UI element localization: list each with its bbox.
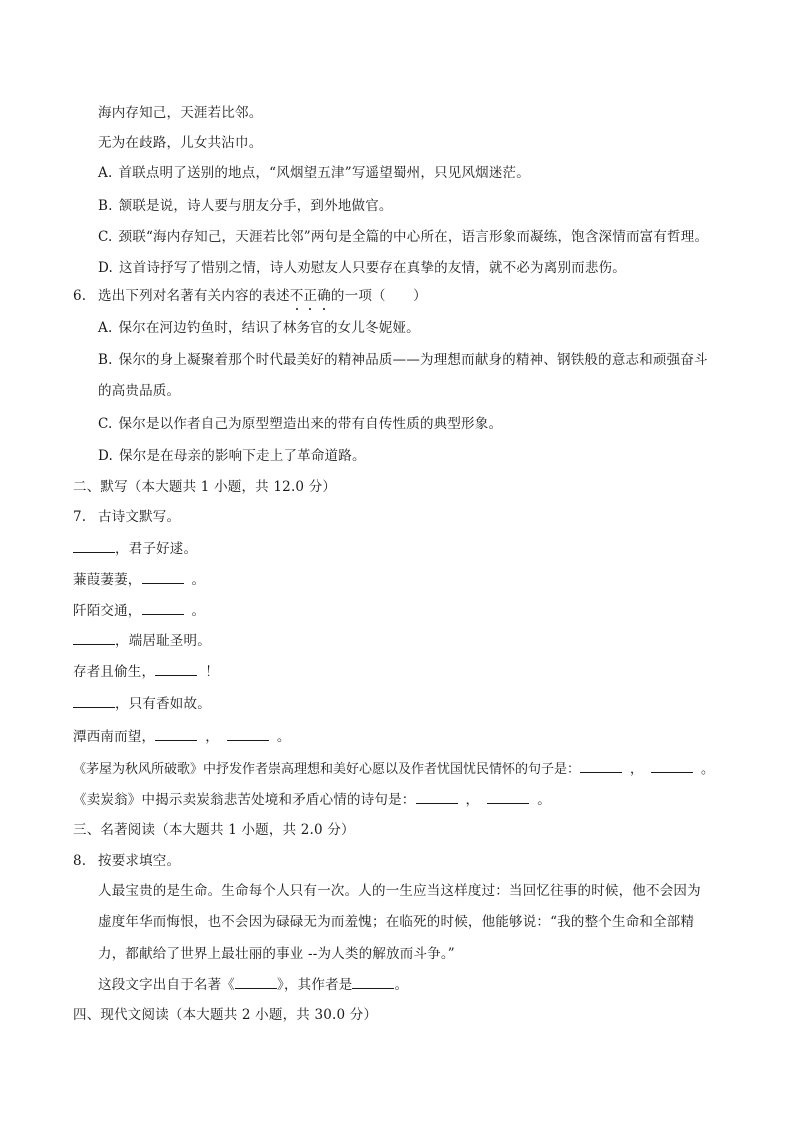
question-number: 6.: [73, 288, 87, 304]
option-text: 颈联“海内存知己，天涯若比邻”两句是全篇的中心所在，语言形象而凝练，饱含深情而富有哲理。: [118, 229, 709, 245]
q6-option-b-continuation: 的高贵品质。: [98, 383, 181, 399]
question-number: 8.: [73, 853, 87, 869]
line-text: 潭西南而望，: [73, 729, 156, 745]
line-text: ，: [205, 729, 219, 745]
option-letter: B.: [98, 198, 113, 214]
option-text: 首联点明了送别的地点，“风烟望五津”写遥望蜀州，只见风烟迷茫。: [118, 165, 530, 181]
q8-fill-line: [98, 976, 408, 994]
q5-option-c: [98, 228, 708, 246]
answer-blank[interactable]: [73, 695, 115, 708]
option-letter: A.: [98, 165, 113, 181]
option-letter: D.: [98, 448, 114, 464]
line-text: 阡陌交通，: [73, 603, 142, 619]
answer-blank[interactable]: [73, 540, 115, 553]
q5-option-b: [98, 197, 393, 215]
section-heading-classics: 三、名著阅读（本大题共 1 小题，共 2.0 分）: [73, 822, 355, 838]
line-text: 。: [276, 729, 291, 745]
passage-line: 人最宝贵的是生命。生命每个人只有一次。人的一生应当这样度过：当回忆往事的时候，他不会因为: [98, 883, 701, 899]
option-letter: C.: [98, 229, 113, 245]
line-text: 。: [394, 977, 409, 993]
stem-text: 按要求填空。: [98, 853, 181, 869]
option-letter: C.: [98, 416, 113, 432]
option-letter: B.: [98, 352, 113, 368]
line-text: ，: [630, 762, 644, 777]
passage-line: 力，都献给了世界上最壮丽的事业 --为人类的解放而斗争。”: [98, 946, 455, 962]
q6-stem: [73, 287, 427, 305]
dictation-line: [73, 760, 714, 778]
line-text: 。: [701, 762, 715, 777]
answer-blank[interactable]: [155, 663, 197, 676]
answer-blank[interactable]: [155, 728, 197, 741]
line-text: 《卖炭翁》中揭示卖炭翁悲苦处境和矛盾心情的诗句是：: [73, 792, 416, 808]
poem-line: 无为在歧路，儿女共沾巾。: [98, 135, 263, 151]
answer-blank[interactable]: [487, 791, 529, 804]
line-text: ，只有香如故。: [115, 696, 211, 712]
line-text: ，端居耻圣明。: [115, 633, 211, 649]
q7-stem: [73, 508, 180, 526]
book-title-blank[interactable]: [235, 976, 277, 989]
answer-blank[interactable]: [651, 760, 693, 773]
line-text: 》，其作者是: [277, 977, 353, 993]
answer-blank[interactable]: [73, 632, 115, 645]
line-text: ，君子好逑。: [115, 541, 198, 557]
stem-text: 选出下列对名著有关内容的表述: [98, 288, 290, 304]
answer-blank[interactable]: [142, 571, 184, 584]
stem-text: 古诗文默写。: [98, 509, 181, 525]
q6-option-b: [98, 351, 708, 369]
dictation-line: [73, 791, 551, 809]
emphasis-char: 不: [289, 288, 304, 304]
answer-blank[interactable]: [416, 791, 458, 804]
dictation-line: [73, 602, 205, 620]
q5-option-d: [98, 259, 626, 277]
line-text: 存者且偷生，: [73, 664, 156, 680]
q6-option-c: [98, 415, 502, 433]
line-text: 。: [537, 792, 551, 808]
question-number: 7.: [73, 509, 87, 525]
q5-option-a: [98, 164, 530, 182]
emphasis-char: 确: [317, 288, 331, 304]
section-heading-modern-reading: 四、现代文阅读（本大题共 2 小题，共 30.0 分）: [73, 1007, 378, 1023]
line-text: ！: [205, 664, 219, 680]
q8-stem: [73, 852, 180, 870]
answer-blank[interactable]: [142, 602, 184, 615]
dictation-line: [73, 663, 219, 681]
option-letter: A.: [98, 320, 113, 336]
section-heading-dictation: 二、默写（本大题共 1 小题，共 12.0 分）: [73, 479, 337, 495]
poem-line: 海内存知己，天涯若比邻。: [98, 105, 263, 121]
option-text: 颔联是说，诗人要与朋友分手，到外地做官。: [118, 198, 393, 214]
stem-text: 的一项（ ）: [330, 288, 427, 304]
line-text: 蒹葭萋萋，: [73, 572, 142, 588]
passage-line: 虚度年华而悔恨，也不会因为碌碌无为而羞愧；在临死的时候，他能够说：“我的整个生命和全部精: [98, 914, 695, 930]
option-text: 保尔的身上凝聚着那个时代最美好的精神品质——为理想而献身的精神、钢铁般的意志和顽强奋斗: [118, 352, 708, 368]
answer-blank[interactable]: [580, 760, 622, 773]
author-blank[interactable]: [352, 976, 394, 989]
line-text: 这段文字出自于名著《: [98, 977, 235, 993]
option-letter: D.: [98, 260, 114, 276]
line-text: ，: [465, 792, 480, 808]
dictation-line: [73, 728, 291, 746]
answer-blank[interactable]: [227, 728, 269, 741]
q6-option-a: [98, 319, 420, 337]
line-text: 。: [191, 572, 206, 588]
option-text: 这首诗抒写了惜别之情，诗人劝慰友人只要存在真挚的友情，就不必为离别而悲伤。: [119, 260, 626, 276]
line-text: 。: [191, 603, 206, 619]
dictation-line: [73, 540, 197, 558]
line-text: 《茅屋为秋风所破歌》中抒发作者崇高理想和美好心愿以及作者忧国忧民情怀的句子是：: [73, 762, 581, 777]
q6-option-d: [98, 447, 366, 465]
option-text: 保尔是以作者自己为原型塑造出来的带有自传性质的典型形象。: [118, 416, 503, 432]
option-text: 保尔在河边钓鱼时，结识了林务官的女儿冬妮娅。: [118, 320, 420, 336]
dictation-line: [73, 571, 205, 589]
dictation-line: [73, 632, 211, 650]
option-text: 保尔是在母亲的影响下走上了革命道路。: [119, 448, 366, 464]
dictation-line: [73, 695, 211, 713]
emphasis-char: 正: [303, 288, 318, 304]
